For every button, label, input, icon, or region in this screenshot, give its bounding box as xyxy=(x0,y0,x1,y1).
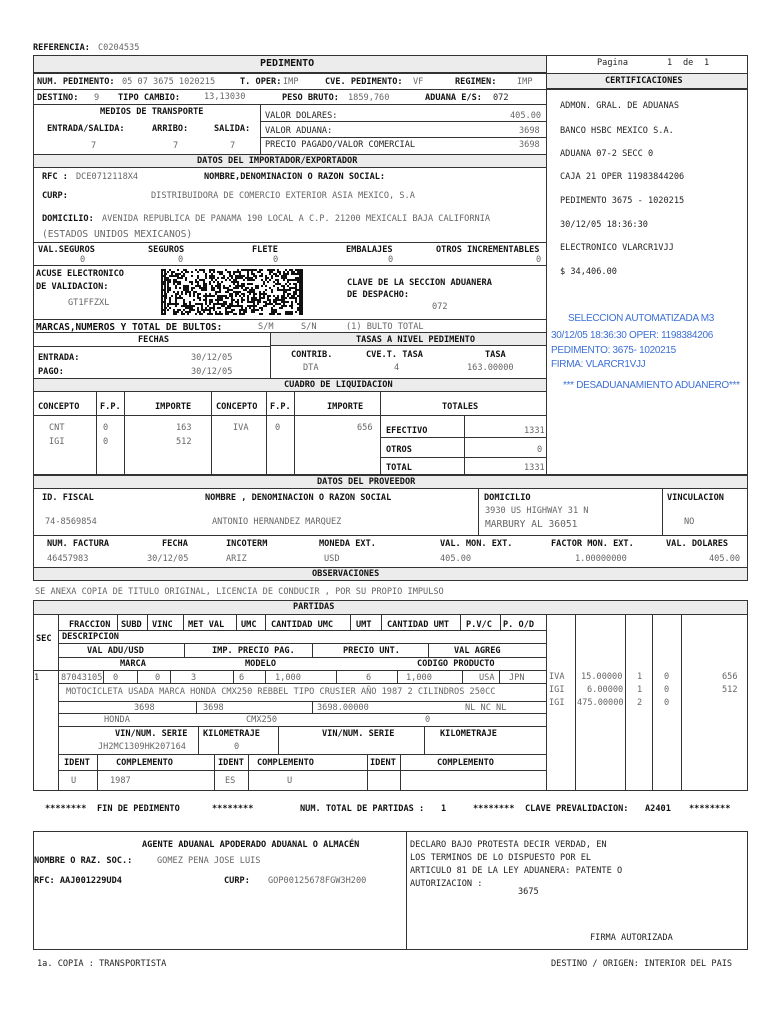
partidas-pvc-header: P.V/C xyxy=(466,620,492,630)
val-seguros-value: 0 xyxy=(80,255,86,265)
importador-nombre-value: DISTRIBUIDORA DE COMERCIO EXTERIOR ASIA MEXICO, S.A xyxy=(151,191,415,201)
partida-importe-1: 656 xyxy=(722,672,738,682)
liq-fp-cnt: 0 xyxy=(103,423,109,433)
partida-contrib-igi-1: IGI xyxy=(549,685,565,695)
factura-fecha-value: 30/12/05 xyxy=(147,554,189,564)
partida-contrib-iva: IVA xyxy=(549,672,565,682)
fecha-entrada-label: ENTRADA: xyxy=(38,353,80,363)
complemento-label-2: COMPLEMENTO xyxy=(257,758,314,768)
id-fiscal-value: 74-8569854 xyxy=(45,517,97,527)
embalajes-value: 0 xyxy=(388,255,394,265)
partida-fp-2: 0 xyxy=(664,685,670,695)
tipo-cambio-label: TIPO CAMBIO: xyxy=(118,93,181,103)
vin-value: JH2MC1309HK207164 xyxy=(98,742,186,752)
partidas-marca-header: MARCA xyxy=(120,659,146,669)
ident-label-2: IDENT xyxy=(218,758,244,768)
partida-fraccion: 87043105 xyxy=(61,673,103,683)
declaracion-line-4: AUTORIZACION : xyxy=(410,879,483,889)
valor-aduana-value: 3698 xyxy=(519,126,540,136)
pagina-de: de xyxy=(683,58,694,68)
cert-line-6: 30/12/05 18:36:30 xyxy=(560,220,648,230)
partida-cantumc: 1,000 xyxy=(275,673,301,683)
partidas-metval-header: MET VAL xyxy=(188,620,225,630)
cert-line-8: $ 34,406.00 xyxy=(560,267,617,277)
regimen-label: REGIMEN: xyxy=(455,77,497,87)
agente-curp-value: GOP00125678FGW3H200 xyxy=(268,876,367,886)
proveedor-domicilio-2: MARBURY AL 36051 xyxy=(485,519,578,530)
proveedor-domicilio-1: 3930 US HIGHWAY 31 N xyxy=(485,506,589,516)
otros-incrementables-label: OTROS INCREMENTABLES xyxy=(436,245,540,255)
partidas-codprod-header: CODIGO PRODUCTO xyxy=(417,659,495,669)
fin-stars-3: ******** xyxy=(473,804,515,814)
liq-importe-igi: 512 xyxy=(176,437,192,447)
partida-umt: 6 xyxy=(366,673,372,683)
marcas-bultos: (1) BULTO TOTAL xyxy=(346,322,424,332)
partidas-cantumc-header: CANTIDAD UMC xyxy=(271,620,334,630)
partidas-preciounit-header: PRECIO UNT. xyxy=(343,646,400,656)
destino-label: DESTINO: xyxy=(37,93,79,103)
toper-label: T. OPER: xyxy=(240,77,282,87)
km-label-1: KILOMETRAJE xyxy=(203,729,260,739)
liq-totales-header: TOTALES xyxy=(442,402,479,412)
declaracion-line-1: DECLARO BAJO PROTESTA DECIR VERDAD, EN xyxy=(410,840,607,850)
complemento-label-1: COMPLEMENTO xyxy=(116,758,173,768)
partida-descripcion: MOTOCICLETA USADA MARCA HONDA CMX250 REBBEL TIPO CRUSIER AÑO 1987 2 CILINDROS 250CC xyxy=(66,687,496,697)
partida-fp-3: 0 xyxy=(664,698,670,708)
partida-sec: 1 xyxy=(34,673,40,683)
destino-value: 9 xyxy=(94,93,100,103)
marcas-sm: S/M xyxy=(258,322,274,332)
proveedor-title: DATOS DEL PROVEEDOR xyxy=(317,477,416,487)
peso-bruto-value: 1859,760 xyxy=(348,93,390,103)
partida-vinc: 0 xyxy=(155,673,161,683)
val-dolares-value: 405.00 xyxy=(709,554,741,564)
efectivo-value: 1331 xyxy=(524,426,545,436)
liq-concepto-igi: IGI xyxy=(49,437,65,447)
footer-copia: 1a. COPIA : TRANSPORTISTA xyxy=(37,959,167,969)
num-total-partidas-label: NUM. TOTAL DE PARTIDAS : xyxy=(300,804,425,814)
domicilio-value: AVENIDA REPUBLICA DE PANAMA 190 LOCAL A C.P. 21200 MEXICALI BAJA CALIFORNIA xyxy=(102,214,491,224)
pedimento-title: PEDIMENTO xyxy=(260,58,315,69)
vinculacion-label: VINCULACION xyxy=(667,493,724,503)
total-value: 1331 xyxy=(524,463,545,473)
seguros-value: 0 xyxy=(178,255,184,265)
partidas-imppre-header: IMP. PRECIO PAG. xyxy=(212,646,295,656)
cert-line-1: ADMON. GRAL. DE ADUANAS xyxy=(560,101,679,111)
partidas-vinc-header: VINC xyxy=(152,620,173,630)
partida-metval: 3 xyxy=(191,673,197,683)
certificaciones-title: CERTIFICACIONES xyxy=(605,76,683,86)
vin-label-1: VIN/NUM. SERIE xyxy=(115,729,188,739)
partidas-descripcion-header: DESCRIPCION xyxy=(62,632,119,642)
ident-value-2: ES xyxy=(225,776,236,786)
liq-fp-iva: 0 xyxy=(275,423,281,433)
precio-pagado-label: PRECIO PAGADO/VALOR COMERCIAL xyxy=(265,140,416,150)
partida-tt-1: 1 xyxy=(637,672,643,682)
valor-dolares-value: 405.00 xyxy=(510,111,542,121)
partidas-subd-header: SUBD xyxy=(121,620,142,630)
moneda-value: USD xyxy=(324,554,340,564)
cert-line-2: BANCO HSBC MEXICO S.A. xyxy=(560,126,674,136)
partida-pvc: USA xyxy=(479,673,495,683)
fin-label: FIN DE PEDIMENTO xyxy=(97,804,180,814)
agente-nombre-value: GOMEZ PENA JOSE LUIS xyxy=(157,856,261,866)
partida-preciounit: 3698.00000 xyxy=(317,703,369,713)
arribo-label: ARRIBO: xyxy=(152,124,189,134)
partida-tasa-1: 15.00000 xyxy=(581,672,623,682)
pagina-label: Pagina xyxy=(597,58,629,68)
partida-marca: HONDA xyxy=(104,715,130,725)
proveedor-nombre-value: ANTONIO HERNANDEZ MARQUEZ xyxy=(212,517,342,527)
flete-label: FLETE xyxy=(252,245,278,255)
liq-concepto-2-header: CONCEPTO xyxy=(216,402,258,412)
cert-blue-1: SELECCION AUTOMATIZADA M3 xyxy=(568,313,715,324)
factor-mon-label: FACTOR MON. EXT. xyxy=(551,539,634,549)
partida-fp-1: 0 xyxy=(664,672,670,682)
num-pedimento-value: 05 07 3675 1020215 xyxy=(122,77,216,87)
partida-pod: JPN xyxy=(509,673,525,683)
partida-modelo: CMX250 xyxy=(246,715,278,725)
curp-label: CURP: xyxy=(42,191,68,201)
precio-pagado-value: 3698 xyxy=(519,140,540,150)
num-pedimento-label: NUM. PEDIMENTO: xyxy=(37,77,115,87)
salida-label: SALIDA: xyxy=(214,124,251,134)
domicilio-value-2: (ESTADOS UNIDOS MEXICANOS) xyxy=(42,229,193,240)
val-seguros-label: VAL.SEGUROS xyxy=(38,245,95,255)
fecha-pago-value: 30/12/05 xyxy=(191,367,233,377)
entrada-salida-value: 7 xyxy=(91,141,97,151)
observaciones-text: SE ANEXA COPIA DE TITULO ORIGINAL, LICENCIA DE CONDUCIR , POR SU PROPIO IMPULSO xyxy=(35,587,444,597)
otros-label: OTROS xyxy=(386,445,412,455)
partidas-cantumt-header: CANTIDAD UMT xyxy=(387,620,450,630)
partida-contrib-igi-2: IGI xyxy=(549,698,565,708)
complemento-label-3: COMPLEMENTO xyxy=(437,758,494,768)
partidas-modelo-header: MODELO xyxy=(245,659,277,669)
referencia-label: REFERENCIA: xyxy=(33,43,90,53)
fechas-title: FECHAS xyxy=(138,335,170,345)
val-mon-label: VAL. MON. EXT. xyxy=(440,539,513,549)
partida-nl-nc-nl: NL NC NL xyxy=(465,703,507,713)
incoterm-label: INCOTERM xyxy=(226,539,268,549)
liq-importe-cnt: 163 xyxy=(176,423,192,433)
clave-seccion-label-2: DE DESPACHO: xyxy=(347,290,410,300)
partidas-umc-header: UMC xyxy=(241,620,257,630)
tasa-value: 163.00000 xyxy=(467,363,514,373)
contrib-label: CONTRIB. xyxy=(291,350,333,360)
cert-line-4: CAJA 21 OPER 11983844206 xyxy=(560,172,685,182)
partida-tt-3: 2 xyxy=(637,698,643,708)
footer-destino: DESTINO / ORIGEN: INTERIOR DEL PAIS xyxy=(551,959,733,969)
acuse-label-1: ACUSE ELECTRONICO xyxy=(36,269,124,279)
cvet-tasa-label: CVE.T. TASA xyxy=(366,350,423,360)
liquidacion-title: CUADRO DE LIQUIDACION xyxy=(284,380,393,390)
num-factura-label: NUM. FACTURA xyxy=(47,539,110,549)
seguros-label: SEGUROS xyxy=(148,245,185,255)
aduana-es-value: 072 xyxy=(493,93,509,103)
observaciones-title: OBSERVACIONES xyxy=(312,569,380,579)
partidas-pod-header: P. O/D xyxy=(503,620,535,630)
tipo-cambio-value: 13,13030 xyxy=(204,92,246,102)
cvet-tasa-value: 4 xyxy=(394,363,400,373)
partidas-sec-header: SEC xyxy=(36,634,52,644)
val-dolares-label: VAL. DOLARES xyxy=(666,539,729,549)
cert-blue-3: PEDIMENTO: 3675- 1020215 xyxy=(551,345,676,356)
rfc-label: RFC : xyxy=(42,172,68,182)
clave-prevalidacion-label: CLAVE PREVALIDACION: xyxy=(525,804,629,814)
clave-seccion-value: 072 xyxy=(432,302,448,312)
total-label: TOTAL xyxy=(386,463,412,473)
salida-value: 7 xyxy=(230,141,236,151)
patente-value: 3675 xyxy=(518,887,539,897)
partidas-valadu-header: VAL ADU/USD xyxy=(87,646,144,656)
partida-tt-2: 1 xyxy=(637,685,643,695)
liq-importe-iva: 656 xyxy=(357,423,373,433)
cert-line-3: ADUANA 07-2 SECC 0 xyxy=(560,149,654,159)
proveedor-domicilio-label: DOMICILIO xyxy=(484,493,531,503)
cert-line-7: ELECTRONICO VLARCR1VJJ xyxy=(560,243,674,253)
ident-value-1: U xyxy=(71,776,77,786)
cert-line-5: PEDIMENTO 3675 - 1020215 xyxy=(560,196,685,206)
cert-blue-2: 30/12/05 18:36:30 OPER: 1198384206 xyxy=(551,330,713,341)
factura-fecha-label: FECHA xyxy=(162,539,188,549)
partida-valadu: 3698 xyxy=(134,703,155,713)
cve-pedimento-label: CVE. PEDIMENTO: xyxy=(325,77,403,87)
partida-tasa-2: 6.00000 xyxy=(587,685,624,695)
vinculacion-value: NO xyxy=(684,517,695,527)
partida-importe-2: 512 xyxy=(722,685,738,695)
liq-importe-1-header: IMPORTE xyxy=(155,402,192,412)
num-factura-value: 46457983 xyxy=(47,554,89,564)
entrada-salida-label: ENTRADA/SALIDA: xyxy=(47,124,125,134)
flete-value: 0 xyxy=(273,255,279,265)
agente-curp-label: CURP: xyxy=(224,876,250,886)
partida-cantumt: 1,000 xyxy=(406,673,432,683)
cert-blue-4: FIRMA: VLARCR1VJJ xyxy=(551,359,646,370)
incoterm-value: ARIZ xyxy=(226,554,247,564)
firma-autorizada-label: FIRMA AUTORIZADA xyxy=(590,933,673,943)
clave-seccion-label-1: CLAVE DE LA SECCION ADUANERA xyxy=(347,278,492,288)
agente-rfc: RFC: AAJ001229UD4 xyxy=(34,876,122,886)
moneda-label: MONEDA EXT. xyxy=(319,539,376,549)
referencia-value: C0204535 xyxy=(98,43,140,53)
liq-fp-2-header: F.P. xyxy=(270,402,291,412)
domicilio-label: DOMICILIO: xyxy=(42,214,94,224)
importador-nombre-label: NOMBRE,DENOMINACION O RAZON SOCIAL: xyxy=(204,172,386,182)
fin-stars-2: ******** xyxy=(212,804,254,814)
partida-codprod: 0 xyxy=(425,715,431,725)
complemento-value-1: 1987 xyxy=(110,776,131,786)
arribo-value: 7 xyxy=(173,141,179,151)
importador-title: DATOS DEL IMPORTADOR/EXPORTADOR xyxy=(197,156,358,166)
id-fiscal-label: ID. FISCAL xyxy=(42,493,94,503)
peso-bruto-label: PESO BRUTO: xyxy=(282,93,339,103)
declaracion-line-2: LOS TERMINOS DE LO DISPUESTO POR EL xyxy=(410,853,592,863)
efectivo-label: EFECTIVO xyxy=(386,426,428,436)
agente-title: AGENTE ADUANAL APODERADO ADUANAL O ALMACÉN xyxy=(142,840,360,850)
valor-dolares-label: VALOR DOLARES: xyxy=(265,111,338,121)
rfc-value: DCE0712118X4 xyxy=(76,172,139,182)
vin-label-2: VIN/NUM. SERIE xyxy=(322,729,395,739)
complemento-value-2: U xyxy=(287,776,293,786)
partidas-title: PARTIDAS xyxy=(293,602,335,612)
km-label-2: KILOMETRAJE xyxy=(440,729,497,739)
cert-blue-5: *** DESADUANAMIENTO ADUANERO*** xyxy=(563,380,740,391)
tasas-title: TASAS A NIVEL PEDIMENTO xyxy=(356,335,475,345)
pagina-total: 1 xyxy=(704,58,710,68)
transporte-title: MEDIOS DE TRANSPORTE xyxy=(100,107,204,117)
liq-concepto-iva: IVA xyxy=(233,423,249,433)
num-total-partidas-value: 1 xyxy=(441,804,447,814)
otros-value: 0 xyxy=(537,445,543,455)
clave-prevalidacion-value: A2401 xyxy=(645,804,671,814)
partida-subd: 0 xyxy=(113,673,119,683)
marcas-sn: S/N xyxy=(301,322,317,332)
marcas-label: MARCAS,NUMEROS Y TOTAL DE BULTOS: xyxy=(36,322,223,333)
fecha-entrada-value: 30/12/05 xyxy=(191,353,233,363)
pagina-num: 1 xyxy=(667,58,673,68)
partida-umc: 6 xyxy=(239,673,245,683)
liq-importe-2-header: IMPORTE xyxy=(327,402,364,412)
acuse-value: GT1FFZXL xyxy=(68,298,110,308)
partidas-valagreg-header: VAL AGREG xyxy=(454,646,501,656)
contrib-value: DTA xyxy=(303,363,319,373)
val-mon-value: 405.00 xyxy=(440,554,472,564)
partida-imppre: 3698 xyxy=(203,703,224,713)
partidas-fraccion-header: FRACCION xyxy=(69,620,111,630)
ident-label-1: IDENT xyxy=(64,758,90,768)
regimen-value: IMP xyxy=(517,77,533,87)
km-value: 0 xyxy=(234,742,240,752)
fecha-pago-label: PAGO: xyxy=(38,367,64,377)
fin-stars-4: ******** xyxy=(689,804,731,814)
liq-fp-igi: 0 xyxy=(103,437,109,447)
aduana-es-label: ADUANA E/S: xyxy=(425,93,482,103)
liq-concepto-1-header: CONCEPTO xyxy=(38,402,80,412)
declaracion-line-3: ARTICULO 81 DE LA LEY ADUANERA: PATENTE O xyxy=(410,866,623,876)
valor-aduana-label: VALOR ADUANA: xyxy=(265,126,333,136)
otros-incrementables-value: 0 xyxy=(536,255,542,265)
agente-nombre-label: NOMBRE O RAZ. SOC.: xyxy=(34,856,133,866)
proveedor-nombre-label: NOMBRE , DENOMINACION O RAZON SOCIAL xyxy=(205,493,392,503)
embalajes-label: EMBALAJES xyxy=(346,245,393,255)
tasa-label: TASA xyxy=(485,350,506,360)
factor-mon-value: 1.00000000 xyxy=(575,554,627,564)
cve-pedimento-value: VF xyxy=(413,77,424,87)
ident-label-3: IDENT xyxy=(370,758,396,768)
acuse-label-2: DE VALIDACION: xyxy=(36,282,109,292)
liq-fp-1-header: F.P. xyxy=(100,402,121,412)
partidas-umt-header: UMT xyxy=(356,620,372,630)
barcode-2d-icon xyxy=(161,269,303,315)
fin-stars-1: ******** xyxy=(45,804,87,814)
liq-concepto-cnt: CNT xyxy=(49,423,65,433)
partida-tasa-3: 475.00000 xyxy=(577,698,624,708)
toper-value: IMP xyxy=(283,77,299,87)
